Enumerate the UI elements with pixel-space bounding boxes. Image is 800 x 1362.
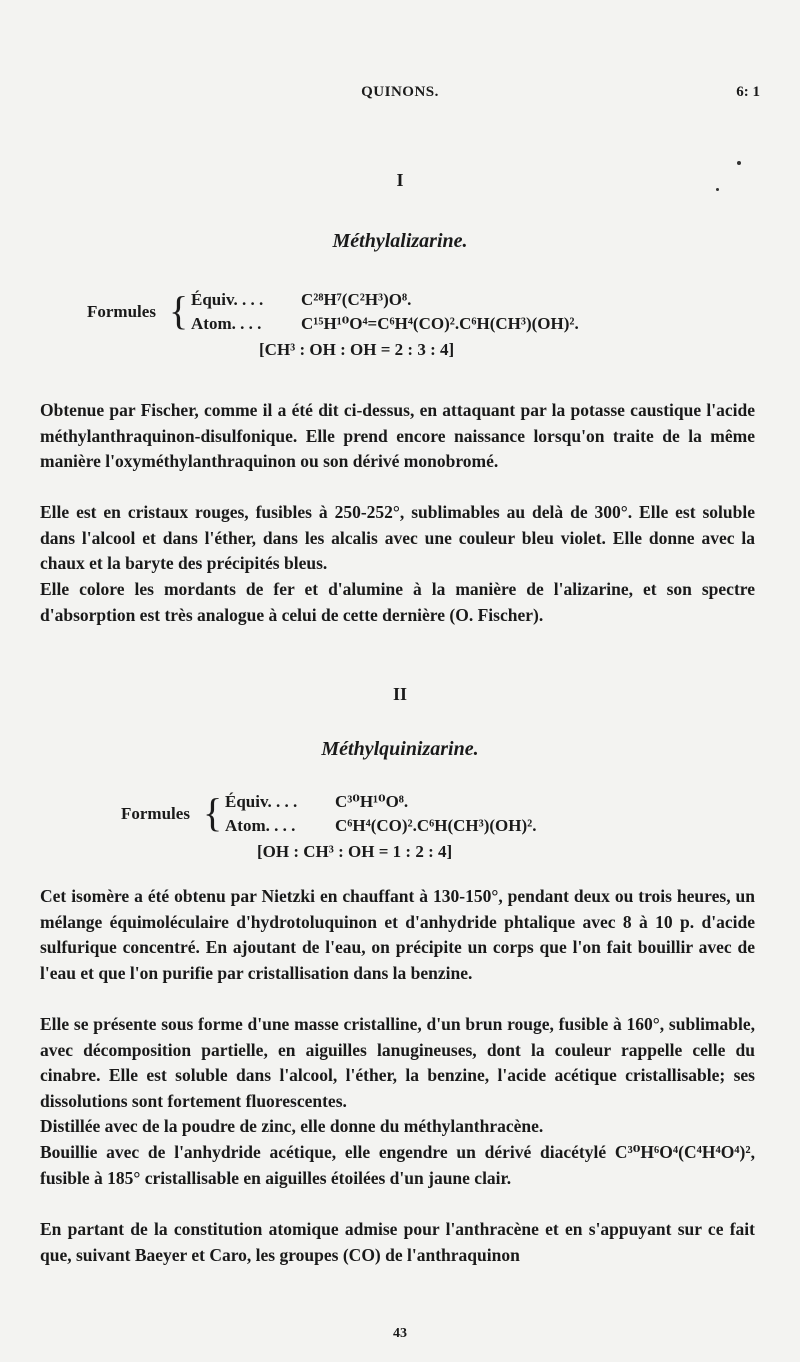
atom-formula: C⁶H⁴(CO)².C⁶H(CH³)(OH)². [335, 816, 537, 835]
speck [737, 161, 741, 165]
atom-label: Atom. . . . [191, 314, 262, 333]
equiv-formula: C²⁸H⁷(C²H³)O⁸. [301, 290, 412, 309]
brace-icon: { [203, 790, 223, 835]
paragraph: Cet isomère a été obtenu par Nietzki en chauffant à 130-150°, pendant deux ou trois heures, un mélange équimoléculaire d'hydrotoluquinon et d'anhydride phtalique avec 8 à 10 p. d'acide sulfurique concentré. En ajoutant de l'eau, on précipite un corps que l'on fait bouillir avec de l'eau et que l'on purifie par cristallisation dans la benzine. [40, 886, 755, 983]
section-number: I [396, 170, 404, 190]
section-title: Méthylquinizarine. [321, 738, 479, 760]
paragraph: Obtenue par Fischer, comme il a été dit ci-dessus, en attaquant par la potasse caustique l'acide méthylanthraquinon-disulfonique. Elle prend encore naissance lorsqu'on traite de la même manière l'oxyméthylanthraquinon ou son dérivé monobromé. [40, 400, 755, 472]
paragraph: Elle colore les mordants de fer et d'alumine à la manière de l'alizarine, et son spectre d'absorption est très analogue à celui de cette dernière (O. Fischer). [40, 579, 755, 625]
paragraph: Elle se présente sous forme d'une masse cristalline, d'un brun rouge, fusible à 160°, sublimable, avec décomposition partielle, en aiguilles lanugineuses, dont la couleur rappelle celle du cinabre. Elle est soluble dans l'alcool, l'éther, la benzine, l'acide acétique cristallisable; ses dissolutions sont fortement fluorescentes. [40, 1014, 755, 1111]
atom-formula: C¹⁵H¹⁰O⁴=C⁶H⁴(CO)².C⁶H(CH³)(OH)². [301, 314, 579, 333]
paragraph: Elle est en cristaux rouges, fusibles à 250-252°, sublimables au delà de 300°. Elle est soluble dans l'alcool et dans l'éther, dans les alcalis avec une couleur bleu violet. Elle donne avec la chaux et la baryte des précipités bleus. [40, 502, 755, 574]
equiv-label: Équiv. . . . [191, 290, 264, 309]
brace-icon: { [169, 288, 189, 333]
substituent-ratio: [OH : CH³ : OH = 1 : 2 : 4] [257, 842, 453, 861]
paragraph: Bouillie avec de l'anhydride acétique, elle engendre un dérivé diacétylé C³⁰H⁶O⁴(C⁴H⁴O⁴)², fusible à 185° cristallisable en aiguilles étoilées d'un jaune clair. [40, 1142, 755, 1188]
page-number-bottom: 43 [393, 1326, 407, 1341]
atom-label: Atom. . . . [225, 816, 296, 835]
page-number-top: 6: 1 [736, 84, 760, 100]
section-number: II [392, 684, 407, 704]
substituent-ratio: [CH³ : OH : OH = 2 : 3 : 4] [259, 340, 455, 359]
section-title: Méthylalizarine. [332, 230, 468, 252]
formulas-label: Formules [121, 804, 190, 823]
formula-block [121, 790, 721, 870]
formulas-label: Formules [87, 302, 156, 321]
formula-block [87, 288, 747, 368]
equiv-label: Équiv. . . . [225, 792, 298, 811]
paragraph: En partant de la constitution atomique admise pour l'anthracène et en s'appuyant sur ce fait que, suivant Baeyer et Caro, les groupes (CO) de l'anthraquinon [40, 1219, 755, 1265]
running-title: QUINONS. [361, 84, 439, 100]
equiv-formula: C³⁰H¹⁰O⁸. [335, 792, 409, 811]
paragraph: Distillée avec de la poudre de zinc, elle donne du méthylanthracène. [40, 1116, 544, 1136]
